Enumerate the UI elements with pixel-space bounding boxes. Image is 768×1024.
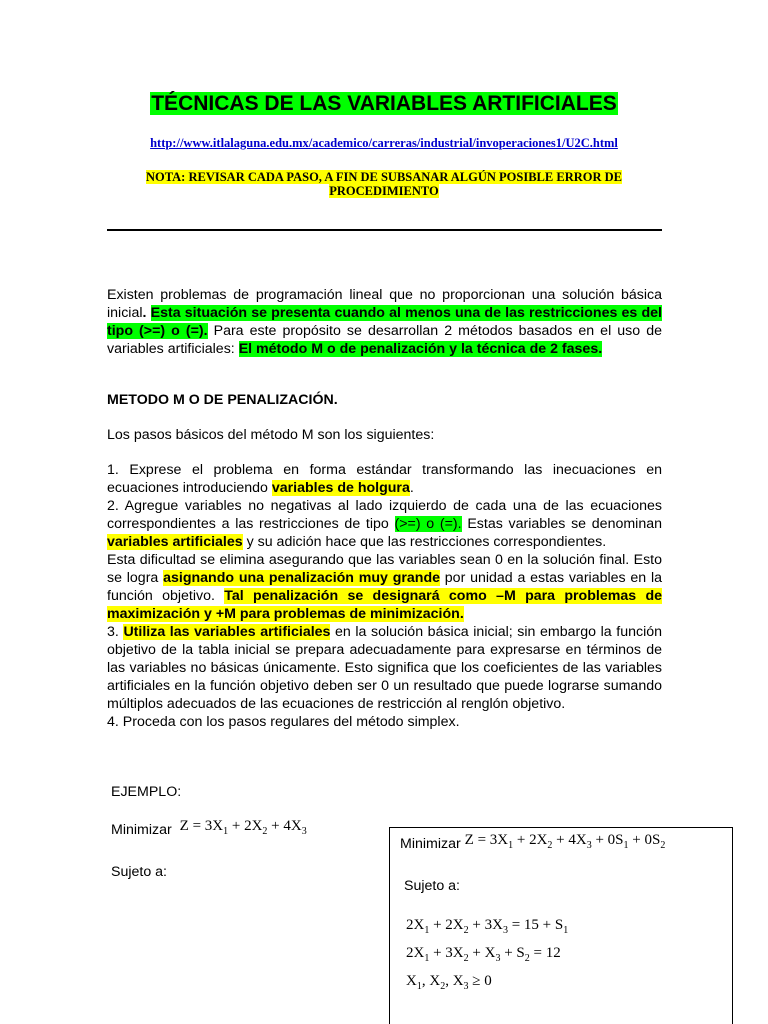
constraint-2: $2X_1 + 3X_2 + X_3 + S_2 = 12$ [406,945,561,964]
example-label: EJEMPLO: [111,784,182,800]
steps-intro: Los pasos básicos del método M son los siguientes: [107,427,435,443]
section-heading: METODO M O DE PENALIZACIÓN. [107,392,338,408]
constraint-nonneg: $X_1$, $X_2$, $X_3 \ge 0$ [406,973,492,992]
step-1: 1. Exprese el problema en forma estándar transformando las inecuaciones en ecuaciones introduciendo variables de holgura. [107,462,662,496]
intro-paragraph: Existen problemas de programación lineal que no proporcionan una solución básica inicial. Esta situación se presenta cuando al menos una de las restricciones es del tipo (>=) o (=). Para este propósito se desarrollan 2 métodos basados en el uso de variables artificiales: El método M o de penalización y la técnica de 2 fases. [107,287,662,357]
step-4: 4. Proceda con los pasos regulares del método simplex. [107,714,460,730]
box-constraints [406,914,568,998]
box-objective: Minimizar $Z = 3X_1 + 2X_2 + 4X_3 + 0S_1 + 0S_2$ [400,832,666,852]
box-subject-to: Sujeto a: [404,878,461,894]
steps-list [107,461,662,731]
note: NOTA: REVISAR CADA PASO, A FIN DE SUBSANAR ALGÚN POSIBLE ERROR DE PROCEDIMIENTO [145,170,622,198]
standard-form-box [389,827,733,1024]
example-subject-to: Sujeto a: [111,864,168,880]
example-objective: Minimizar $Z = 3X_1 + 2X_2 + 4X_3$ [111,818,307,838]
page-title: TÉCNICAS DE LAS VARIABLES ARTIFICIALES [151,92,617,115]
constraint-1: $2X_1 + 2X_2 + 3X_3 = 15 + S_1$ [406,917,569,936]
step-2: 2. Agregue variables no negativas al lado izquierdo de cada una de las ecuaciones correspondientes a las restricciones de tipo (>=) o (=). Estas variables se denominan variables artificiales y su adición hace que las restricciones correspondientes. [107,498,662,550]
step-3: 3. Utiliza las variables artificiales en la solución básica inicial; sin embargo la función objetivo de la tabla inicial se prepara adecuadamente para expresarse en términos de las variables no básicas únicamente. Esto significa que los coeficientes de las variables artificiales en la función objetivo deben ser 0 un resultado que puede lograrse sumando múltiplos adecuados de las ecuaciones de restricción al renglón objetivo. [107,624,662,712]
source-link[interactable] [0,136,768,151]
step-2-continued: Esta dificultad se elimina asegurando que las variables sean 0 en la solución final. Esto se logra asignando una penalización muy grande por unidad a estas variables en la función objetivo. Tal penalización se designará como –M para problemas de maximización y +M para problemas de minimización. [107,552,662,622]
source-url[interactable]: http://www.itlalaguna.edu.mx/academico/carreras/industrial/invoperaciones1/U2C.html [150,136,618,150]
divider [107,229,662,231]
